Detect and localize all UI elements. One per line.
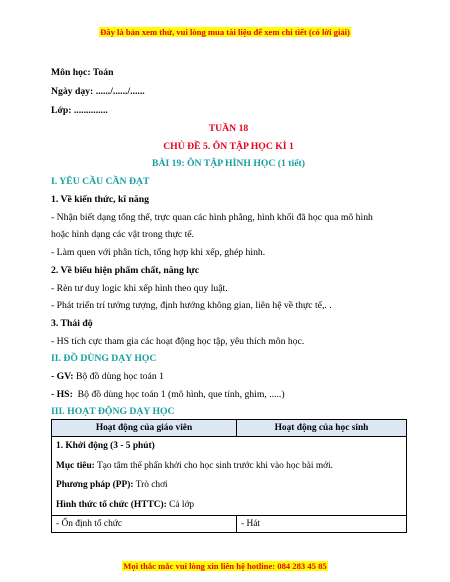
organize-teacher-cell: - Ổn định tổ chức	[52, 516, 237, 533]
teacher-activity-header: Hoạt động của giáo viên	[52, 420, 237, 437]
class-label: Lớp:	[51, 105, 72, 116]
warmup-goal-label: Mục tiêu:	[56, 460, 95, 471]
week-title: TUẦN 18	[208, 123, 249, 134]
hotline-text: Mọi thắc mắc vui lòng xin liên hệ hotline: 084 283 45 85	[123, 561, 327, 571]
organize-row	[52, 516, 407, 533]
hotline-banner	[0, 560, 450, 572]
materials-student-label: - HS:	[51, 389, 73, 400]
warmup-method-text: Trò chơi	[135, 480, 168, 490]
warmup-goal	[56, 457, 402, 477]
materials-teacher-label: - GV:	[51, 371, 74, 382]
warmup-form-label: Hình thức tổ chức (HTTC):	[56, 499, 167, 510]
date-label: Ngày dạy:	[51, 86, 94, 97]
warmup-goal-text: Tạo tâm thế phấn khởi cho học sinh trước khi vào học bài mới.	[96, 460, 334, 471]
section-requirements-title: I. YÊU CẦU CẦN ĐẠT	[51, 176, 150, 187]
subject-value: Toán	[92, 67, 114, 78]
materials-student-line	[51, 388, 285, 401]
knowledge-line-1: - Nhận biết dạng tổng thể, trực quan các hình phẳng, hình khối đã học qua mô hình	[51, 212, 373, 223]
warmup-form	[56, 496, 402, 516]
class-line	[51, 104, 108, 117]
subject-line	[51, 66, 113, 79]
materials-student-text: Bộ đồ dùng học toán 1 (mô hình, que tính, ghim, .....)	[77, 389, 285, 400]
warmup-method	[56, 476, 402, 496]
knowledge-skills-heading: 1. Về kiến thức, kĩ năng	[51, 194, 149, 205]
warmup-form-text: Cả lớp	[169, 499, 195, 510]
topic-title: CHỦ ĐỀ 5. ÔN TẬP HỌC KÌ 1	[163, 141, 294, 152]
warmup-cell	[52, 437, 407, 516]
attitude-heading: 3. Thái độ	[51, 318, 93, 329]
student-activity-header: Hoạt động của học sinh	[237, 420, 407, 437]
class-value: ..............	[73, 105, 108, 116]
warmup-title: 1. Khởi động (3 - 5 phút)	[56, 441, 155, 451]
activities-table	[51, 419, 407, 533]
section-activities-title: III. HOẠT ĐỘNG DẠY HỌC	[51, 406, 175, 417]
section-materials-title: II. ĐỒ DÙNG DẠY HỌC	[51, 353, 157, 364]
date-value: ....../....../......	[95, 86, 145, 97]
competence-line-2: - Phát triển trí tưởng tượng, định hướng không gian, liên hệ về thực tế,. .	[51, 300, 332, 311]
activities-table-header	[52, 420, 407, 437]
materials-teacher-line	[51, 370, 164, 383]
competence-heading: 2. Về biểu hiện phẩm chất, năng lực	[51, 265, 200, 276]
preview-notice-banner	[0, 26, 450, 38]
warmup-method-label: Phương pháp (PP):	[56, 480, 134, 490]
preview-notice-text: Đây là bản xem thử, vui lòng mua tài liệu để xem chi tiết (có lời giải)	[100, 27, 350, 37]
attitude-line-1: - HS tích cực tham gia các hoạt động học tập, yêu thích môn học.	[51, 336, 305, 347]
knowledge-line-2: hoặc hình dạng các vật trong thực tế.	[51, 229, 194, 240]
warmup-row	[52, 437, 407, 516]
lesson-title: BÀI 19: ÔN TẬP HÌNH HỌC (1 tiết)	[152, 158, 305, 169]
materials-teacher-text: Bộ đồ dùng học toán 1	[75, 371, 164, 382]
organize-student-cell: - Hát	[237, 516, 407, 533]
date-line	[51, 85, 145, 98]
knowledge-line-3: - Làm quen với phân tích, tổng hợp khi xếp, ghép hình.	[51, 247, 266, 258]
subject-label: Môn học:	[51, 67, 91, 78]
competence-line-1: - Rèn tư duy logic khi xếp hình theo quy luật.	[51, 283, 228, 294]
